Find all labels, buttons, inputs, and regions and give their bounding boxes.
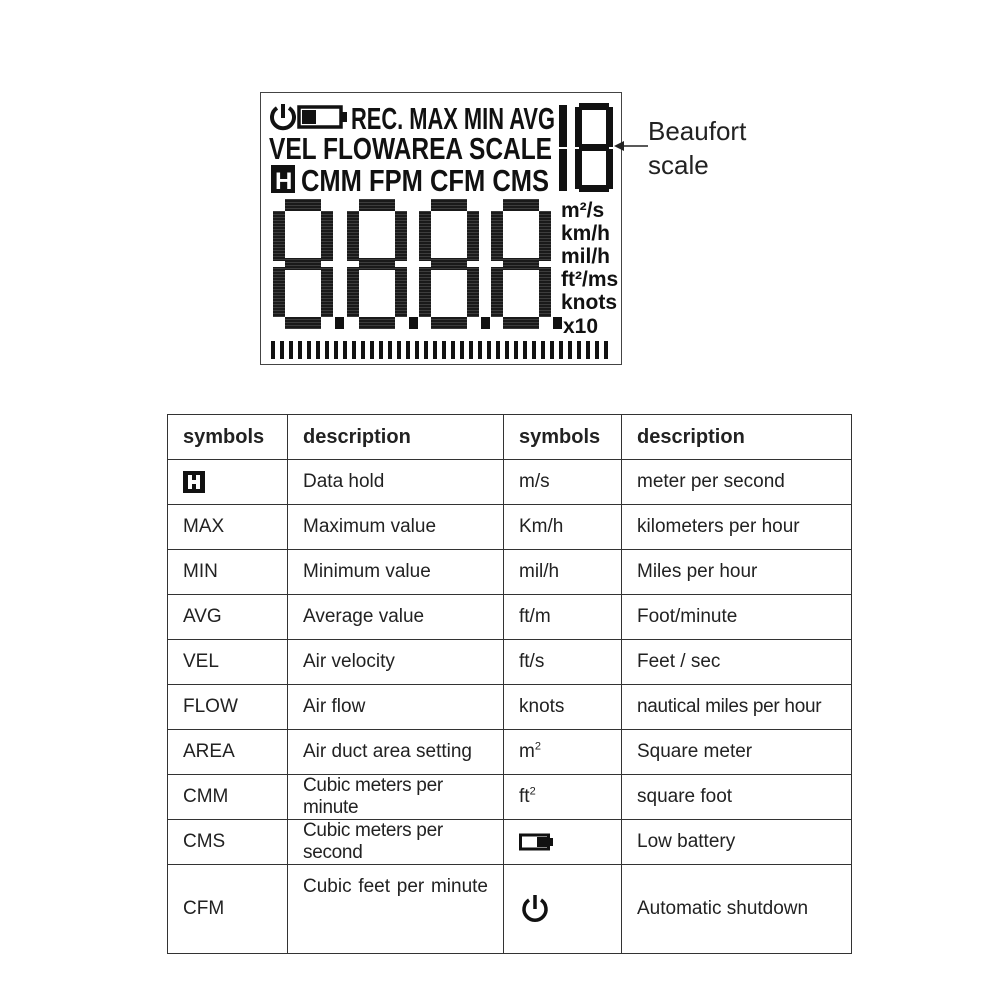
- table-row: [168, 550, 852, 595]
- bargraph-segment: [496, 341, 500, 359]
- header-description-1: description: [288, 415, 504, 460]
- digit-segment: [359, 317, 395, 329]
- digit-segment: [347, 211, 359, 261]
- table-row: [168, 505, 852, 550]
- bargraph-segment: [307, 341, 311, 359]
- bargraph-segment: [388, 341, 392, 359]
- header-symbols-1: symbols: [168, 415, 288, 460]
- bargraph-segment: [550, 341, 554, 359]
- digit-segment: [419, 267, 431, 317]
- bargraph-segment: [559, 341, 563, 359]
- bargraph-segment: [280, 341, 284, 359]
- description-cell: Cubic meters per minute: [288, 775, 504, 820]
- description-cell: meter per second: [622, 460, 852, 505]
- symbol-superscript: 2: [534, 740, 541, 753]
- bargraph-segment: [379, 341, 383, 359]
- table-row: [168, 595, 852, 640]
- symbol-cell: [504, 820, 622, 865]
- description-cell: Data hold: [288, 460, 504, 505]
- digit-segment: [539, 267, 551, 317]
- bargraph-segment: [334, 341, 338, 359]
- digit-segment: [321, 211, 333, 261]
- unit-knots: knots: [561, 291, 618, 314]
- callout-arrow: [612, 136, 652, 156]
- digit-segment: [285, 258, 321, 270]
- bargraph-segment: [397, 341, 401, 359]
- seven-segment-digit: [419, 199, 490, 329]
- digit-segment: [503, 317, 539, 329]
- digit-segment: [467, 267, 479, 317]
- decimal-point: [481, 317, 490, 329]
- symbol-cell: [504, 865, 622, 954]
- unit-x10: x10: [563, 315, 599, 338]
- bargraph-segment: [523, 341, 527, 359]
- digit-segment: [491, 267, 503, 317]
- symbol-cell: FLOW: [168, 685, 288, 730]
- bargraph-segment: [568, 341, 572, 359]
- digit-segment: [503, 199, 539, 211]
- digit-segment: [273, 211, 285, 261]
- digit-segment: [359, 258, 395, 270]
- symbol-cell: m/s: [504, 460, 622, 505]
- bargraph-segment: [352, 341, 356, 359]
- bargraph-segment: [289, 341, 293, 359]
- bargraph-segment: [487, 341, 491, 359]
- lcd-display: [260, 92, 622, 365]
- bargraph-segment: [406, 341, 410, 359]
- description-cell: Air flow: [288, 685, 504, 730]
- seven-segment-digit: [273, 199, 344, 329]
- symbol-cell: AREA: [168, 730, 288, 775]
- table-row: [168, 640, 852, 685]
- battery-low-icon: [519, 833, 555, 851]
- digit-segment: [285, 199, 321, 211]
- bargraph-segment: [424, 341, 428, 359]
- bargraph-segment: [433, 341, 437, 359]
- symbol-cell: ft/s: [504, 640, 622, 685]
- digit-segment: [359, 199, 395, 211]
- table-row: [168, 865, 852, 954]
- bargraph-segment: [370, 341, 374, 359]
- beaufort-callout: [648, 114, 746, 182]
- description-cell: square foot: [622, 775, 852, 820]
- seven-segment-digit: [491, 199, 562, 329]
- digit-segment: [321, 267, 333, 317]
- bargraph-segment: [577, 341, 581, 359]
- bargraph-segment: [316, 341, 320, 359]
- symbol-cell: CMM: [168, 775, 288, 820]
- bargraph-segment: [343, 341, 347, 359]
- table-row: [168, 820, 852, 865]
- description-cell: kilometers per hour: [622, 505, 852, 550]
- table-row: [168, 730, 852, 775]
- bargraph-segment: [532, 341, 536, 359]
- unit-kmh: km/h: [561, 222, 611, 245]
- battery-icon: [299, 107, 347, 127]
- hold-icon: [183, 471, 205, 493]
- decimal-point: [553, 317, 562, 329]
- callout-line-1: Beaufort: [648, 116, 747, 146]
- description-cell: Miles per hour: [622, 550, 852, 595]
- symbol-cell: mil/h: [504, 550, 622, 595]
- symbol-legend-table: [167, 414, 852, 954]
- lcd-row3: CMM FPM CFM CMS: [301, 163, 562, 198]
- bargraph-segment: [604, 341, 608, 359]
- digit-segment: [503, 258, 539, 270]
- digit-segment: [431, 258, 467, 270]
- table-row: [168, 685, 852, 730]
- digit-segment: [539, 211, 551, 261]
- bargraph-segment: [541, 341, 545, 359]
- symbol-cell: [168, 460, 288, 505]
- symbol-superscript: 2: [529, 785, 536, 798]
- unit-ft2ms: ft²/ms: [561, 268, 619, 291]
- description-cell: Low battery: [622, 820, 852, 865]
- unit-m2s: m²/s: [561, 199, 605, 222]
- table-row: [168, 460, 852, 505]
- symbol-cell: [504, 730, 622, 775]
- digit-segment: [419, 211, 431, 261]
- digit-segment: [285, 317, 321, 329]
- lcd-row2: VEL FLOWAREA SCALE: [269, 131, 575, 166]
- main-digits: [273, 199, 562, 329]
- lcd-graphic: [261, 93, 623, 366]
- digit-segment: [395, 267, 407, 317]
- description-cell: Air duct area setting: [288, 730, 504, 775]
- bargraph-segment: [586, 341, 590, 359]
- bargraph-segment: [514, 341, 518, 359]
- symbol-cell: Km/h: [504, 505, 622, 550]
- seven-segment-digit: [347, 199, 418, 329]
- bargraph-segment: [469, 341, 473, 359]
- bargraph-segment: [325, 341, 329, 359]
- description-cell: [288, 865, 504, 954]
- header-description-2: description: [622, 415, 852, 460]
- description-cell: Square meter: [622, 730, 852, 775]
- digit-segment: [347, 267, 359, 317]
- beaufort-digits: [559, 103, 613, 192]
- digit-segment: [491, 211, 503, 261]
- symbol-cell: VEL: [168, 640, 288, 685]
- unit-labels: [561, 199, 618, 338]
- symbol-base: ft: [519, 786, 530, 807]
- symbol-cell: knots: [504, 685, 622, 730]
- digit-segment: [273, 267, 285, 317]
- description-text: Cubic feet per minute: [303, 876, 488, 897]
- description-cell: Automatic shutdown: [622, 865, 852, 954]
- lcd-row1: REC. MAX MIN AVG: [351, 101, 575, 136]
- description-cell: Feet / sec: [622, 640, 852, 685]
- symbol-cell: MAX: [168, 505, 288, 550]
- symbol-cell: AVG: [168, 595, 288, 640]
- symbol-cell: ft/m: [504, 595, 622, 640]
- digit-segment: [431, 317, 467, 329]
- bargraph-segment: [505, 341, 509, 359]
- description-cell: Air velocity: [288, 640, 504, 685]
- hold-glyph: H: [275, 168, 293, 195]
- description-cell: Average value: [288, 595, 504, 640]
- symbol-cell: CMS: [168, 820, 288, 865]
- bargraph-segment: [478, 341, 482, 359]
- bargraph-segment: [271, 341, 275, 359]
- symbol-cell: [504, 775, 622, 820]
- symbol-cell: MIN: [168, 550, 288, 595]
- digit-segment: [431, 199, 467, 211]
- table-row: [168, 775, 852, 820]
- symbol-cell: CFM: [168, 865, 288, 954]
- decimal-point: [335, 317, 344, 329]
- header-symbols-2: symbols: [504, 415, 622, 460]
- power-icon: [272, 104, 294, 128]
- unit-milh: mil/h: [561, 245, 611, 268]
- description-cell: Cubic meters per second: [288, 820, 504, 865]
- description-cell: Maximum value: [288, 505, 504, 550]
- bargraph-segment: [451, 341, 455, 359]
- callout-line-2: scale: [648, 150, 709, 180]
- bargraph-segment: [442, 341, 446, 359]
- description-cell: nautical miles per hour: [622, 685, 852, 730]
- table-header-row: [168, 415, 852, 460]
- digit-segment: [395, 211, 407, 261]
- bargraph-segment: [298, 341, 302, 359]
- symbol-base: m: [519, 741, 535, 762]
- bargraph-segment: [595, 341, 599, 359]
- decimal-point: [409, 317, 418, 329]
- description-cell: Minimum value: [288, 550, 504, 595]
- bargraph-segment: [361, 341, 365, 359]
- bargraph-segment: [460, 341, 464, 359]
- digit-segment: [467, 211, 479, 261]
- power-icon: [519, 893, 551, 925]
- bargraph-segment: [415, 341, 419, 359]
- description-cell: Foot/minute: [622, 595, 852, 640]
- bargraph: [271, 341, 608, 359]
